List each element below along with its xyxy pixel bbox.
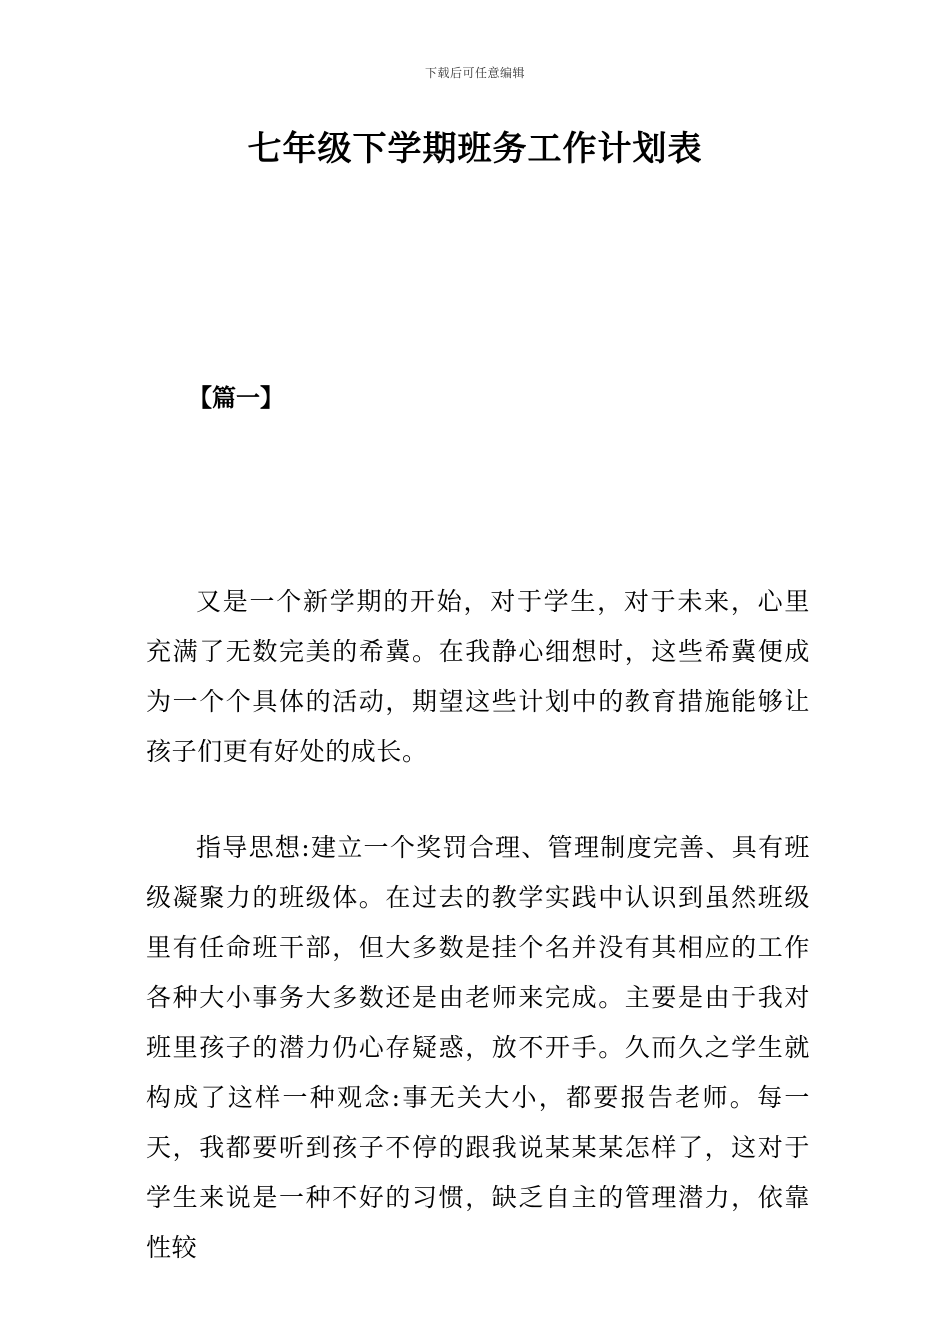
- section-label: 【篇一】: [188, 383, 284, 412]
- body-paragraph: 又是一个新学期的开始，对于学生，对于未来，心里充满了无数完美的希冀。在我静心细想时，这些希冀便成为一个个具体的活动，期望这些计划中的教育措施能够让孩子们更有好处的成长。: [146, 587, 810, 766]
- body-paragraph: 指导思想:建立一个奖罚合理、管理制度完善、具有班级凝聚力的班级体。在过去的教学实践中认识到虽然班级里有任命班干部，但大多数是挂个名并没有其相应的工作各种大小事务大多数还是由老师来完成。主要是由于我对班里孩子的潜力仍心存疑惑，放不开手。久而久之学生就构成了这样一种观念:事无关大小，都要报告老师。每一天，我都要听到孩子不停的跟我说某某某怎样了，这对于学生来说是一种不好的习惯，缺乏自主的管理潜力，依靠性较: [146, 833, 810, 1262]
- document-title: 七年级下学期班务工作计划表: [247, 129, 703, 169]
- header-note: 下载后可任意编辑: [424, 66, 525, 80]
